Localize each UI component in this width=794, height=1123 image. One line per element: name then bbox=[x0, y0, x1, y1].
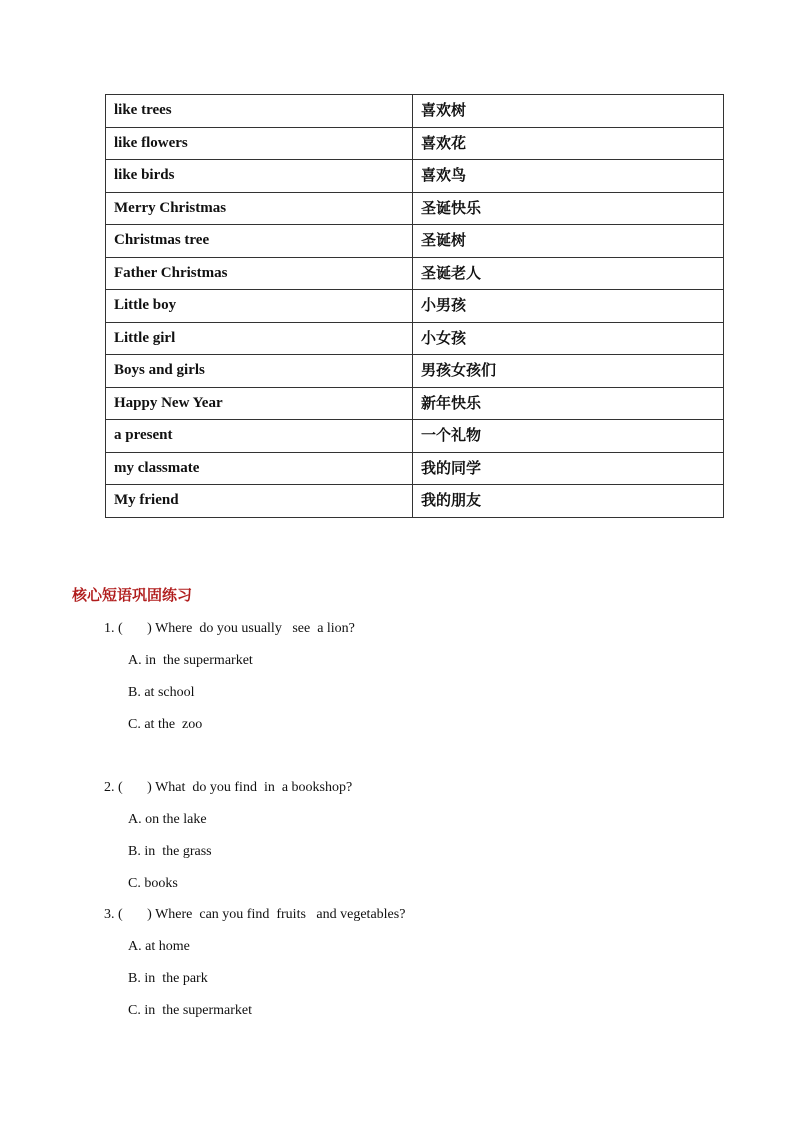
table-row bbox=[106, 160, 724, 193]
table-row bbox=[106, 420, 724, 453]
vocab-english: My friend bbox=[106, 485, 413, 518]
vocab-chinese: 圣诞快乐 bbox=[413, 192, 724, 225]
vocab-english: Happy New Year bbox=[106, 387, 413, 420]
vocab-chinese: 我的同学 bbox=[413, 452, 724, 485]
option-c: C. at the zoo bbox=[128, 717, 203, 732]
table-row bbox=[106, 290, 724, 323]
vocab-english: Father Christmas bbox=[106, 257, 413, 290]
vocab-chinese: 小女孩 bbox=[413, 322, 724, 355]
vocab-chinese: 喜欢树 bbox=[413, 95, 724, 128]
vocab-english: Little boy bbox=[106, 290, 413, 323]
option-a: A. in the supermarket bbox=[128, 653, 253, 668]
vocab-chinese: 喜欢花 bbox=[413, 127, 724, 160]
option-c: C. books bbox=[128, 876, 178, 891]
vocab-chinese: 喜欢鸟 bbox=[413, 160, 724, 193]
table-row bbox=[106, 322, 724, 355]
table-row bbox=[106, 452, 724, 485]
vocab-english: Boys and girls bbox=[106, 355, 413, 388]
question-prompt: 1. ( ) Where do you usually see a lion? bbox=[104, 621, 355, 636]
vocab-english: my classmate bbox=[106, 452, 413, 485]
vocab-chinese: 男孩女孩们 bbox=[413, 355, 724, 388]
vocab-chinese: 我的朋友 bbox=[413, 485, 724, 518]
option-b: B. in the grass bbox=[128, 844, 212, 859]
table-row bbox=[106, 257, 724, 290]
vocab-english: Little girl bbox=[106, 322, 413, 355]
table-row bbox=[106, 485, 724, 518]
option-c: C. in the supermarket bbox=[128, 1003, 253, 1018]
vocab-english: like trees bbox=[106, 95, 413, 128]
vocab-chinese: 圣诞老人 bbox=[413, 257, 724, 290]
table-row bbox=[106, 387, 724, 420]
question-prompt: 2. ( ) What do you find in a bookshop? bbox=[104, 780, 353, 795]
option-b: B. in the park bbox=[128, 971, 208, 986]
table-row bbox=[106, 127, 724, 160]
vocab-table bbox=[105, 94, 724, 518]
table-row bbox=[106, 355, 724, 388]
section-title: 核心短语巩固练习 bbox=[72, 586, 193, 604]
table-row bbox=[106, 192, 724, 225]
question-prompt: 3. ( ) Where can you find fruits and vegetables? bbox=[104, 907, 406, 922]
option-a: A. at home bbox=[128, 939, 190, 954]
option-b: B. at school bbox=[128, 685, 195, 700]
table-row bbox=[106, 225, 724, 258]
option-a: A. on the lake bbox=[128, 812, 207, 827]
vocab-english: Merry Christmas bbox=[106, 192, 413, 225]
vocab-english: a present bbox=[106, 420, 413, 453]
vocab-chinese: 圣诞树 bbox=[413, 225, 724, 258]
vocab-chinese: 新年快乐 bbox=[413, 387, 724, 420]
table-row bbox=[106, 95, 724, 128]
vocab-english: Christmas tree bbox=[106, 225, 413, 258]
vocab-chinese: 一个礼物 bbox=[413, 420, 724, 453]
vocab-english: like flowers bbox=[106, 127, 413, 160]
vocab-chinese: 小男孩 bbox=[413, 290, 724, 323]
vocab-english: like birds bbox=[106, 160, 413, 193]
